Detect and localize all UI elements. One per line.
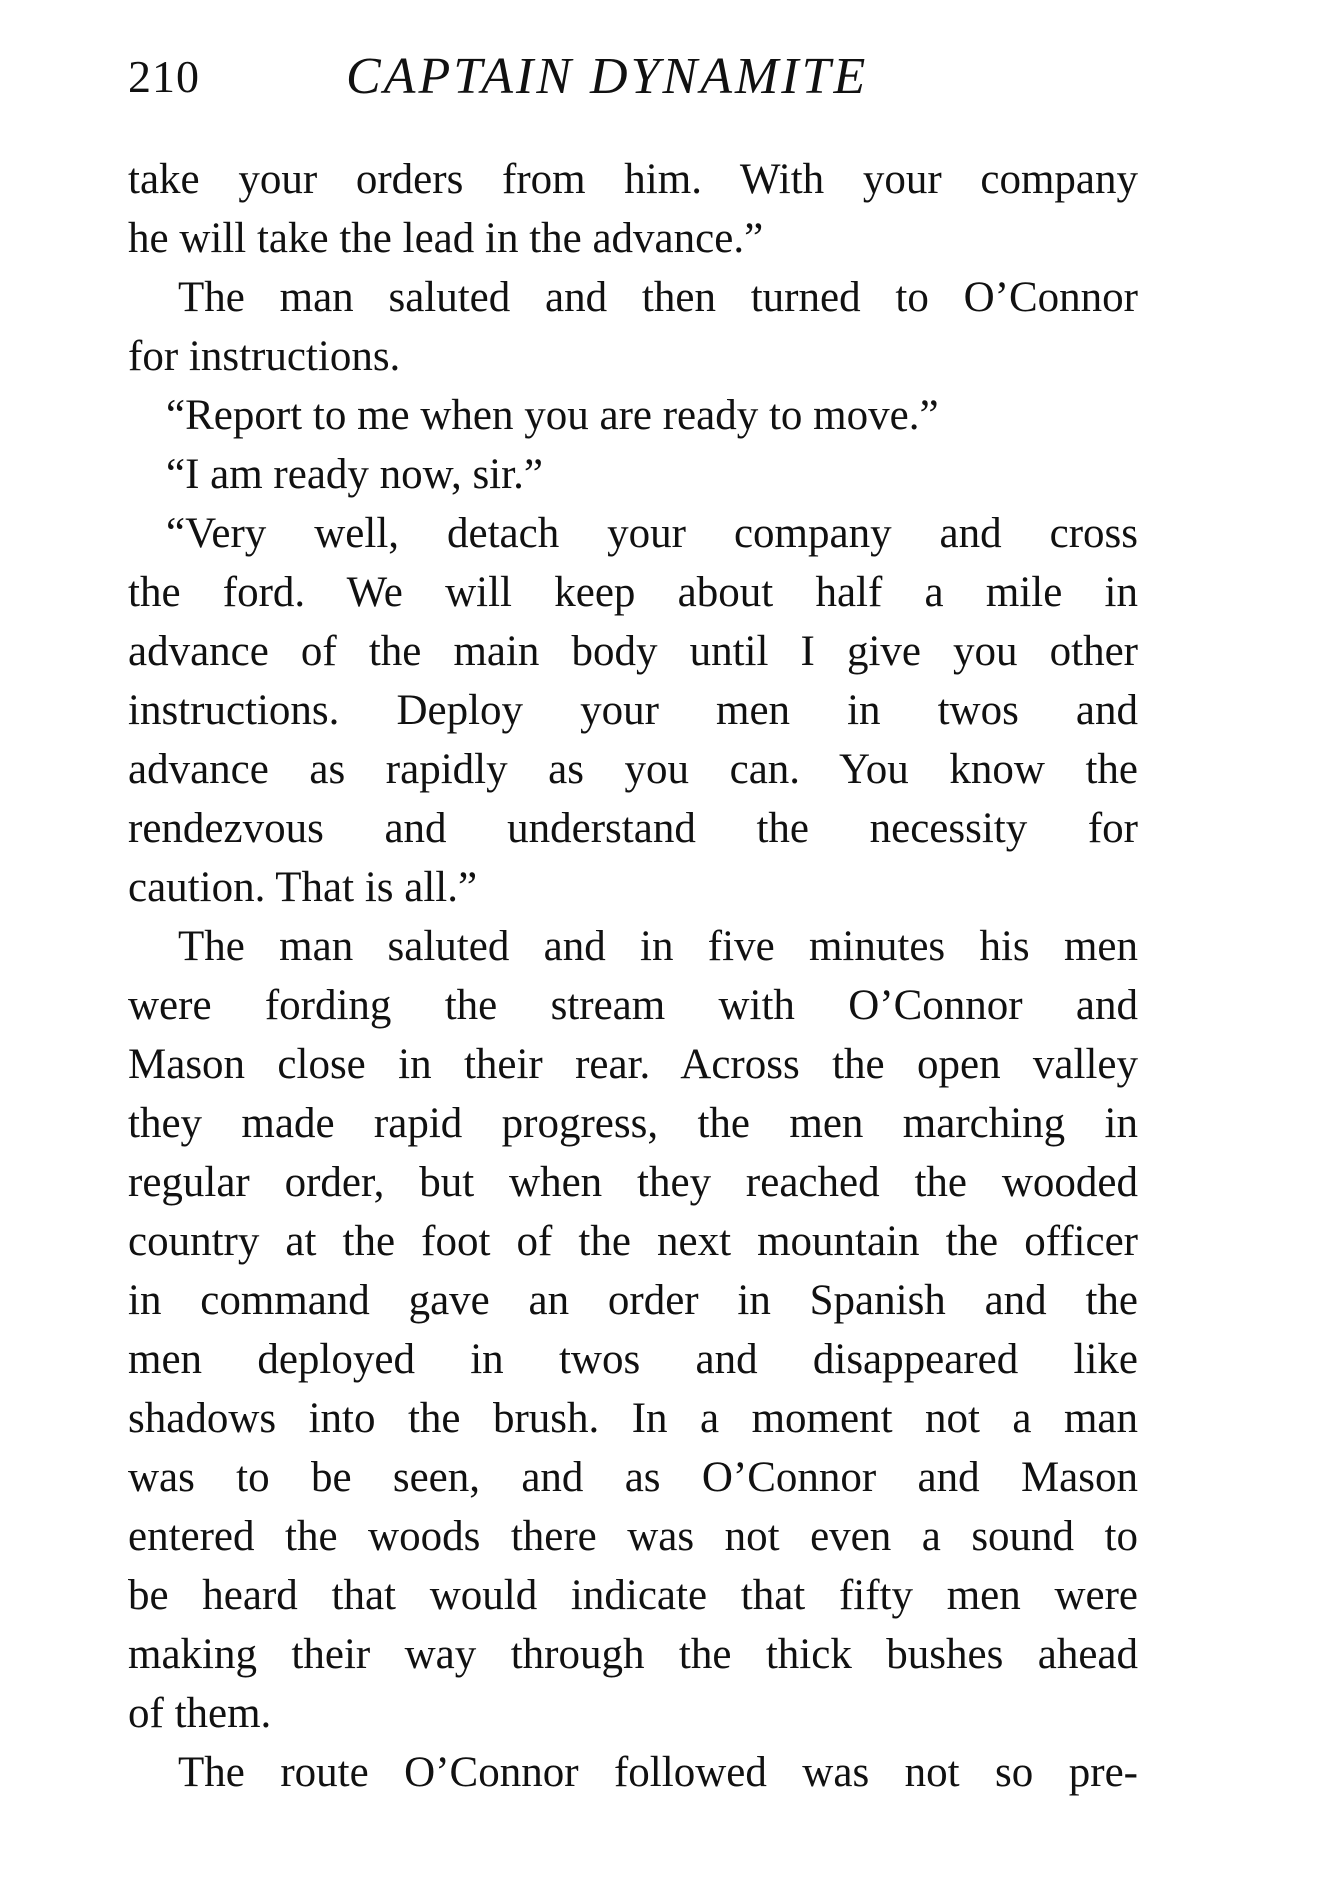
text-line: “Very well, detach your company and cross [166, 510, 1138, 557]
text-line: The man saluted and then turned to O’Connor [178, 274, 1138, 321]
text-line: men deployed in twos and disappeared like [128, 1336, 1138, 1383]
text-line: entered the woods there was not even a sound to [128, 1513, 1138, 1560]
text-line: in command gave an order in Spanish and the [128, 1277, 1138, 1324]
text-line: The man saluted and in five minutes his men [178, 923, 1138, 970]
text-line: “Report to me when you are ready to move.” [166, 392, 939, 439]
text-line: of them. [128, 1690, 272, 1737]
text-line: be heard that would indicate that fifty men were [128, 1572, 1138, 1619]
text-line: advance as rapidly as you can. You know the [128, 746, 1138, 793]
text-line: take your orders from him. With your company [128, 156, 1138, 203]
text-line: caution. That is all.” [128, 864, 478, 911]
text-line: making their way through the thick bushes ahead [128, 1631, 1138, 1678]
text-line: they made rapid progress, the men marching in [128, 1100, 1138, 1147]
text-line: were fording the stream with O’Connor and [128, 982, 1138, 1029]
text-line: the ford. We will keep about half a mile in [128, 569, 1138, 616]
text-line: The route O’Connor followed was not so pre- [178, 1749, 1138, 1796]
text-line: regular order, but when they reached the wooded [128, 1159, 1138, 1206]
text-line: was to be seen, and as O’Connor and Mason [128, 1454, 1138, 1501]
text-line: “I am ready now, sir.” [166, 451, 543, 498]
running-head [128, 42, 1148, 112]
body-text [128, 150, 1138, 1802]
page-number: 210 [128, 51, 200, 102]
text-line: advance of the main body until I give you other [128, 628, 1138, 675]
text-line: shadows into the brush. In a moment not a man [128, 1395, 1138, 1442]
text-line: Mason close in their rear. Across the open valley [128, 1041, 1138, 1088]
text-line: rendezvous and understand the necessity for [128, 805, 1138, 852]
text-line: he will take the lead in the advance.” [128, 215, 764, 262]
text-line: instructions. Deploy your men in twos and [128, 687, 1138, 734]
text-line: country at the foot of the next mountain the officer [128, 1218, 1138, 1265]
text-line: for instructions. [128, 333, 401, 380]
running-title: CAPTAIN DYNAMITE [346, 48, 869, 105]
